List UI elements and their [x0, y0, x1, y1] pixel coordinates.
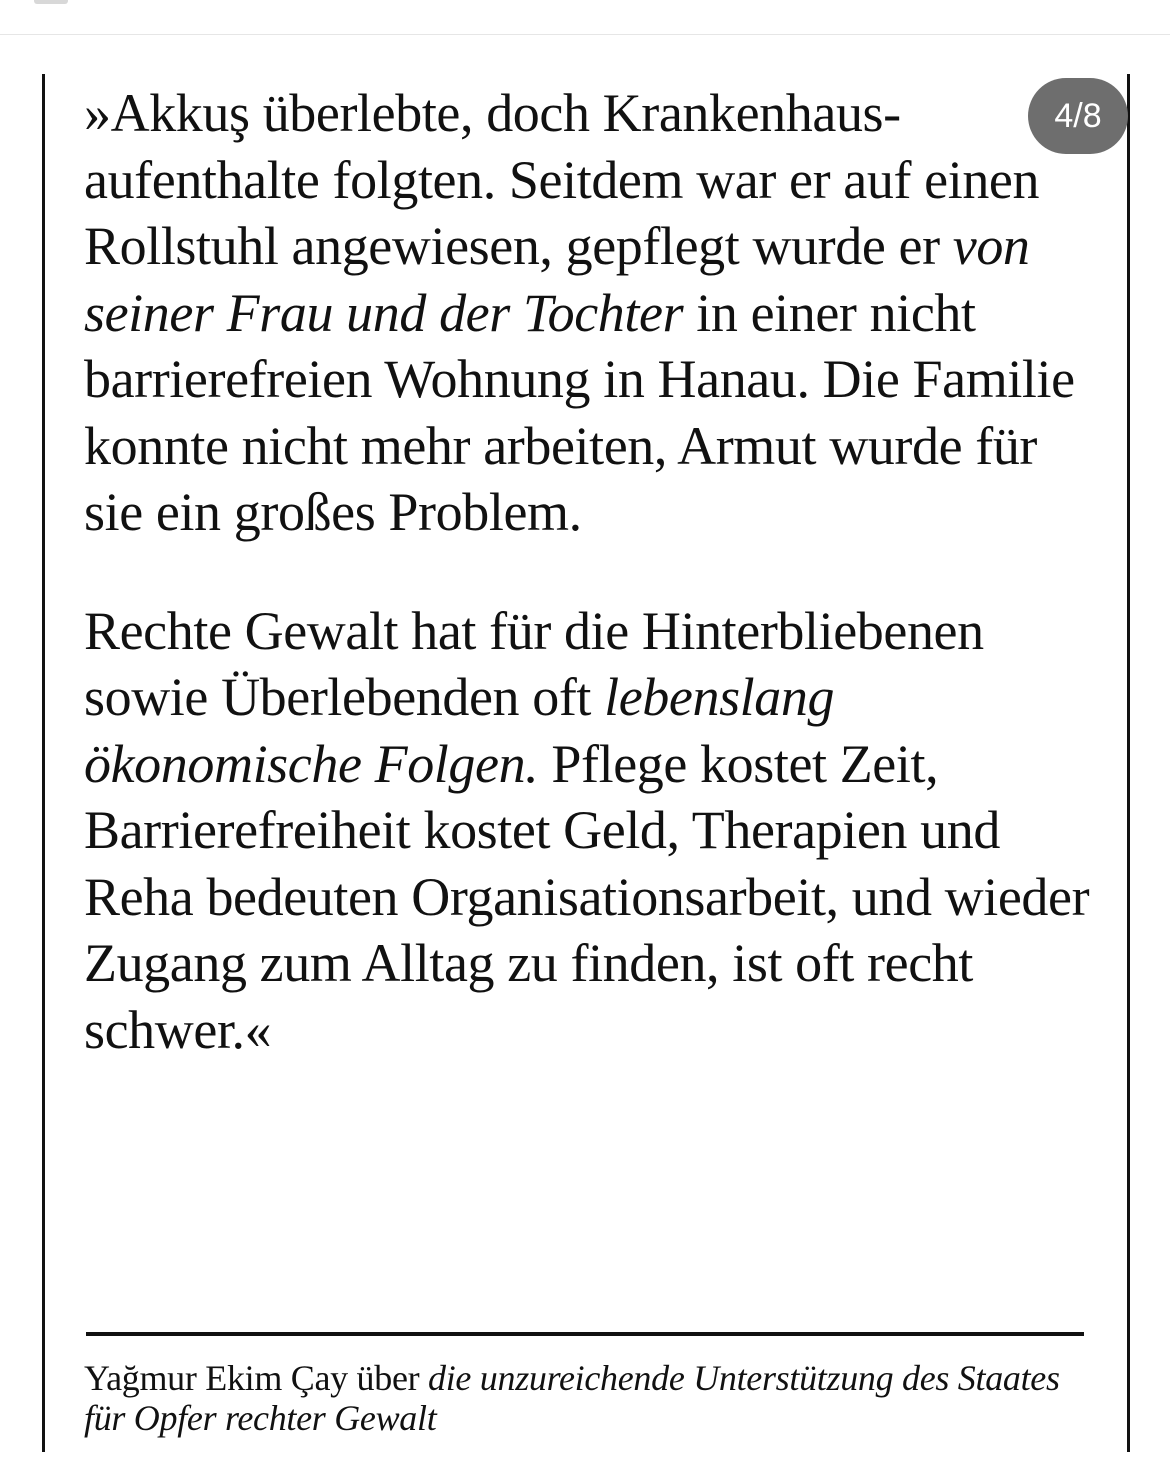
quote-p2-text-a: Rechte Gewalt hat für die Hinterbliebenen sowie Überlebenden oft [84, 600, 984, 727]
quote-p2-emphasis: lebenslang ökonomische Folgen. [84, 667, 835, 794]
quote-p1-emphasis: von seiner Frau und der Tochter [84, 216, 1030, 343]
quote-paragraph-2 [84, 598, 1094, 1064]
quote-p2-text-c: Pflege kostet Zeit, Barrierefreiheit kostet Geld, Therapien und Reha bedeuten Organisationsarbeit, und wieder Zugang zum Alltag zu finden, ist oft recht schwer.« [84, 733, 1090, 1060]
attribution-author: Yağmur Ekim Çay über [84, 1358, 429, 1398]
top-bar-marker [34, 0, 68, 4]
top-bar [0, 0, 1170, 35]
attribution-topic: die unzureichende Unterstützung des Staates für Opfer rechter Gewalt [84, 1358, 1060, 1438]
quote-text [84, 80, 1094, 1063]
quote-p1-text-c: in einer nicht barrierefreien Wohnung in Hanau. Die Familie konnte nicht mehr arbeiten, Armut wurde für sie ein großes Problem. [84, 282, 1075, 542]
quote-paragraph-1 [84, 80, 1094, 546]
quote-p1-text-a: »Akkuş überlebte, doch Krankenhausaufenthalte folgten. Seitdem war er auf einen Rollstuhl angewiesen, gepflegt wurde er [84, 83, 1040, 276]
slide-counter-badge: 4/8 [1028, 78, 1128, 154]
caption-divider [86, 1332, 1084, 1336]
quote-attribution [84, 1358, 1084, 1438]
